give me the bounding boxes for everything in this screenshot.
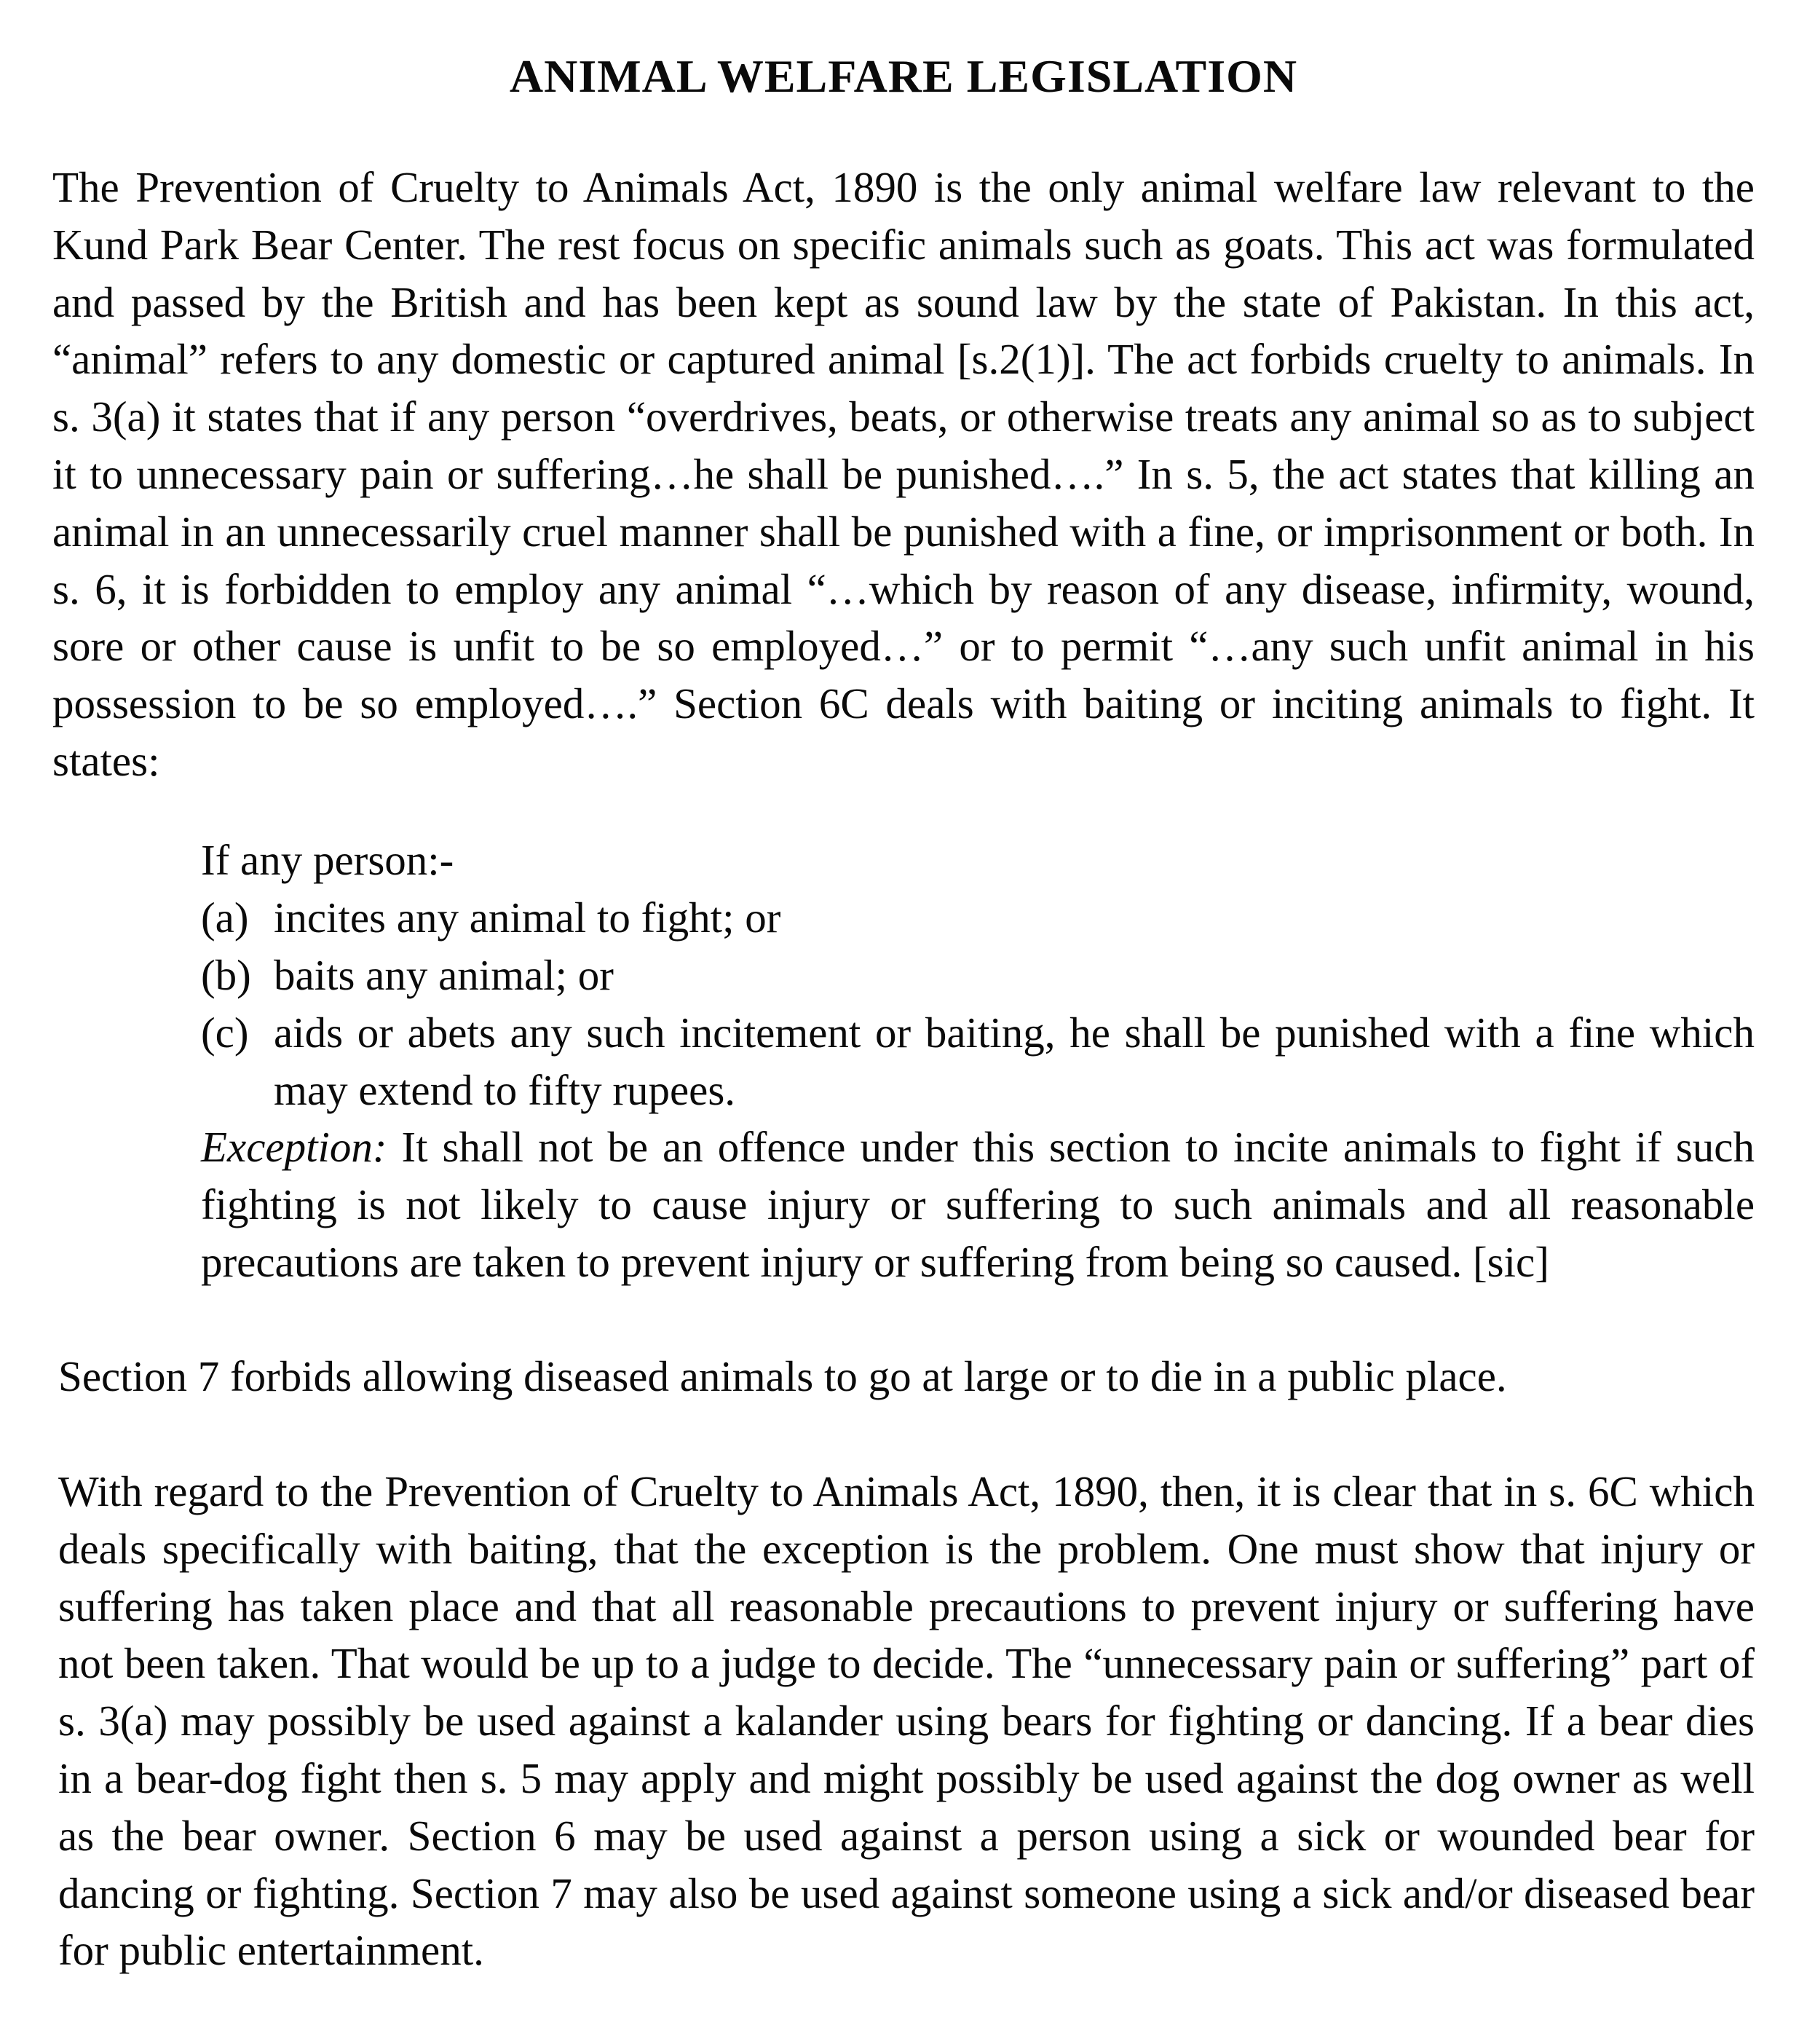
quote-intro: If any person:- xyxy=(201,836,454,884)
clause-text: aids or abets any such incitement or baiting, he shall be punished with a fine which may extend to fifty rupees. xyxy=(274,1009,1755,1114)
quote-clause-a xyxy=(201,889,1755,947)
quote-exception xyxy=(201,1118,1755,1290)
quote-clause-b xyxy=(201,947,1755,1004)
quote-clause-c xyxy=(201,1004,1755,1119)
clause-marker: (c) xyxy=(201,1009,249,1057)
document-title: ANIMAL WELFARE LEGISLATION xyxy=(509,50,1298,102)
clause-marker: (b) xyxy=(201,951,251,999)
clause-text: baits any animal; or xyxy=(274,951,614,999)
clause-text: incites any animal to fight; or xyxy=(274,893,781,942)
exception-label: Exception: xyxy=(201,1123,387,1171)
paragraph-act-overview: The Prevention of Cruelty to Animals Act, 1890 is the only animal welfare law relevant to the Kund Park Bear Center. The rest focus on specific animals such as goats. This act was formulated and passed by the British and has been kept as sound law by the state of Pakistan. In this act, “animal” refers to any domestic or captured animal [s.2(1)]. The act forbids cruelty to animals. In s. 3(a) it states that if any person “overdrives, beats, or otherwise treats any animal so as to subject it to unnecessary pain or suffering…he shall be punished….” In s. 5, the act states that killing an animal in an unnecessarily cruel manner shall be punished with a fine, or imprisonment or both. In s. 6, it is forbidden to employ any animal “…which by reason of any disease, infirmity, wound, sore or other cause is unfit to be so employed…” or to permit “…any such unfit animal in his possession to be so employed….” Section 6C deals with baiting or inciting animals to fight. It states: xyxy=(52,163,1755,785)
exception-text: It shall not be an offence under this section to incite animals to fight if such fighting is not likely to cause injury or suffering to such animals and all reasonable precautions are taken to prevent injury or suffering from being so caused. [sic] xyxy=(201,1123,1755,1286)
section-7-summary: Section 7 forbids allowing diseased animals to go at large or to die in a public place. xyxy=(58,1352,1507,1400)
paragraph-analysis: With regard to the Prevention of Cruelty to Animals Act, 1890, then, it is clear that in s. 6C which deals specifically with baiting, that the exception is the problem. One must show that injury or suffering has taken place and that all reasonable precautions to prevent injury or suffering have not been taken. That would be up to a judge to decide. The “unnecessary pain or suffering” part of s. 3(a) may possibly be used against a kalander using bears for fighting or dancing. If a bear dies in a bear-dog fight then s. 5 may apply and might possibly be used against the dog owner as well as the bear owner. Section 6 may be used against a person using a sick or wounded bear for dancing or fighting. Section 7 may also be used against someone using a sick and/or diseased bear for public entertainment. xyxy=(58,1467,1755,1975)
clause-marker: (a) xyxy=(201,893,249,942)
